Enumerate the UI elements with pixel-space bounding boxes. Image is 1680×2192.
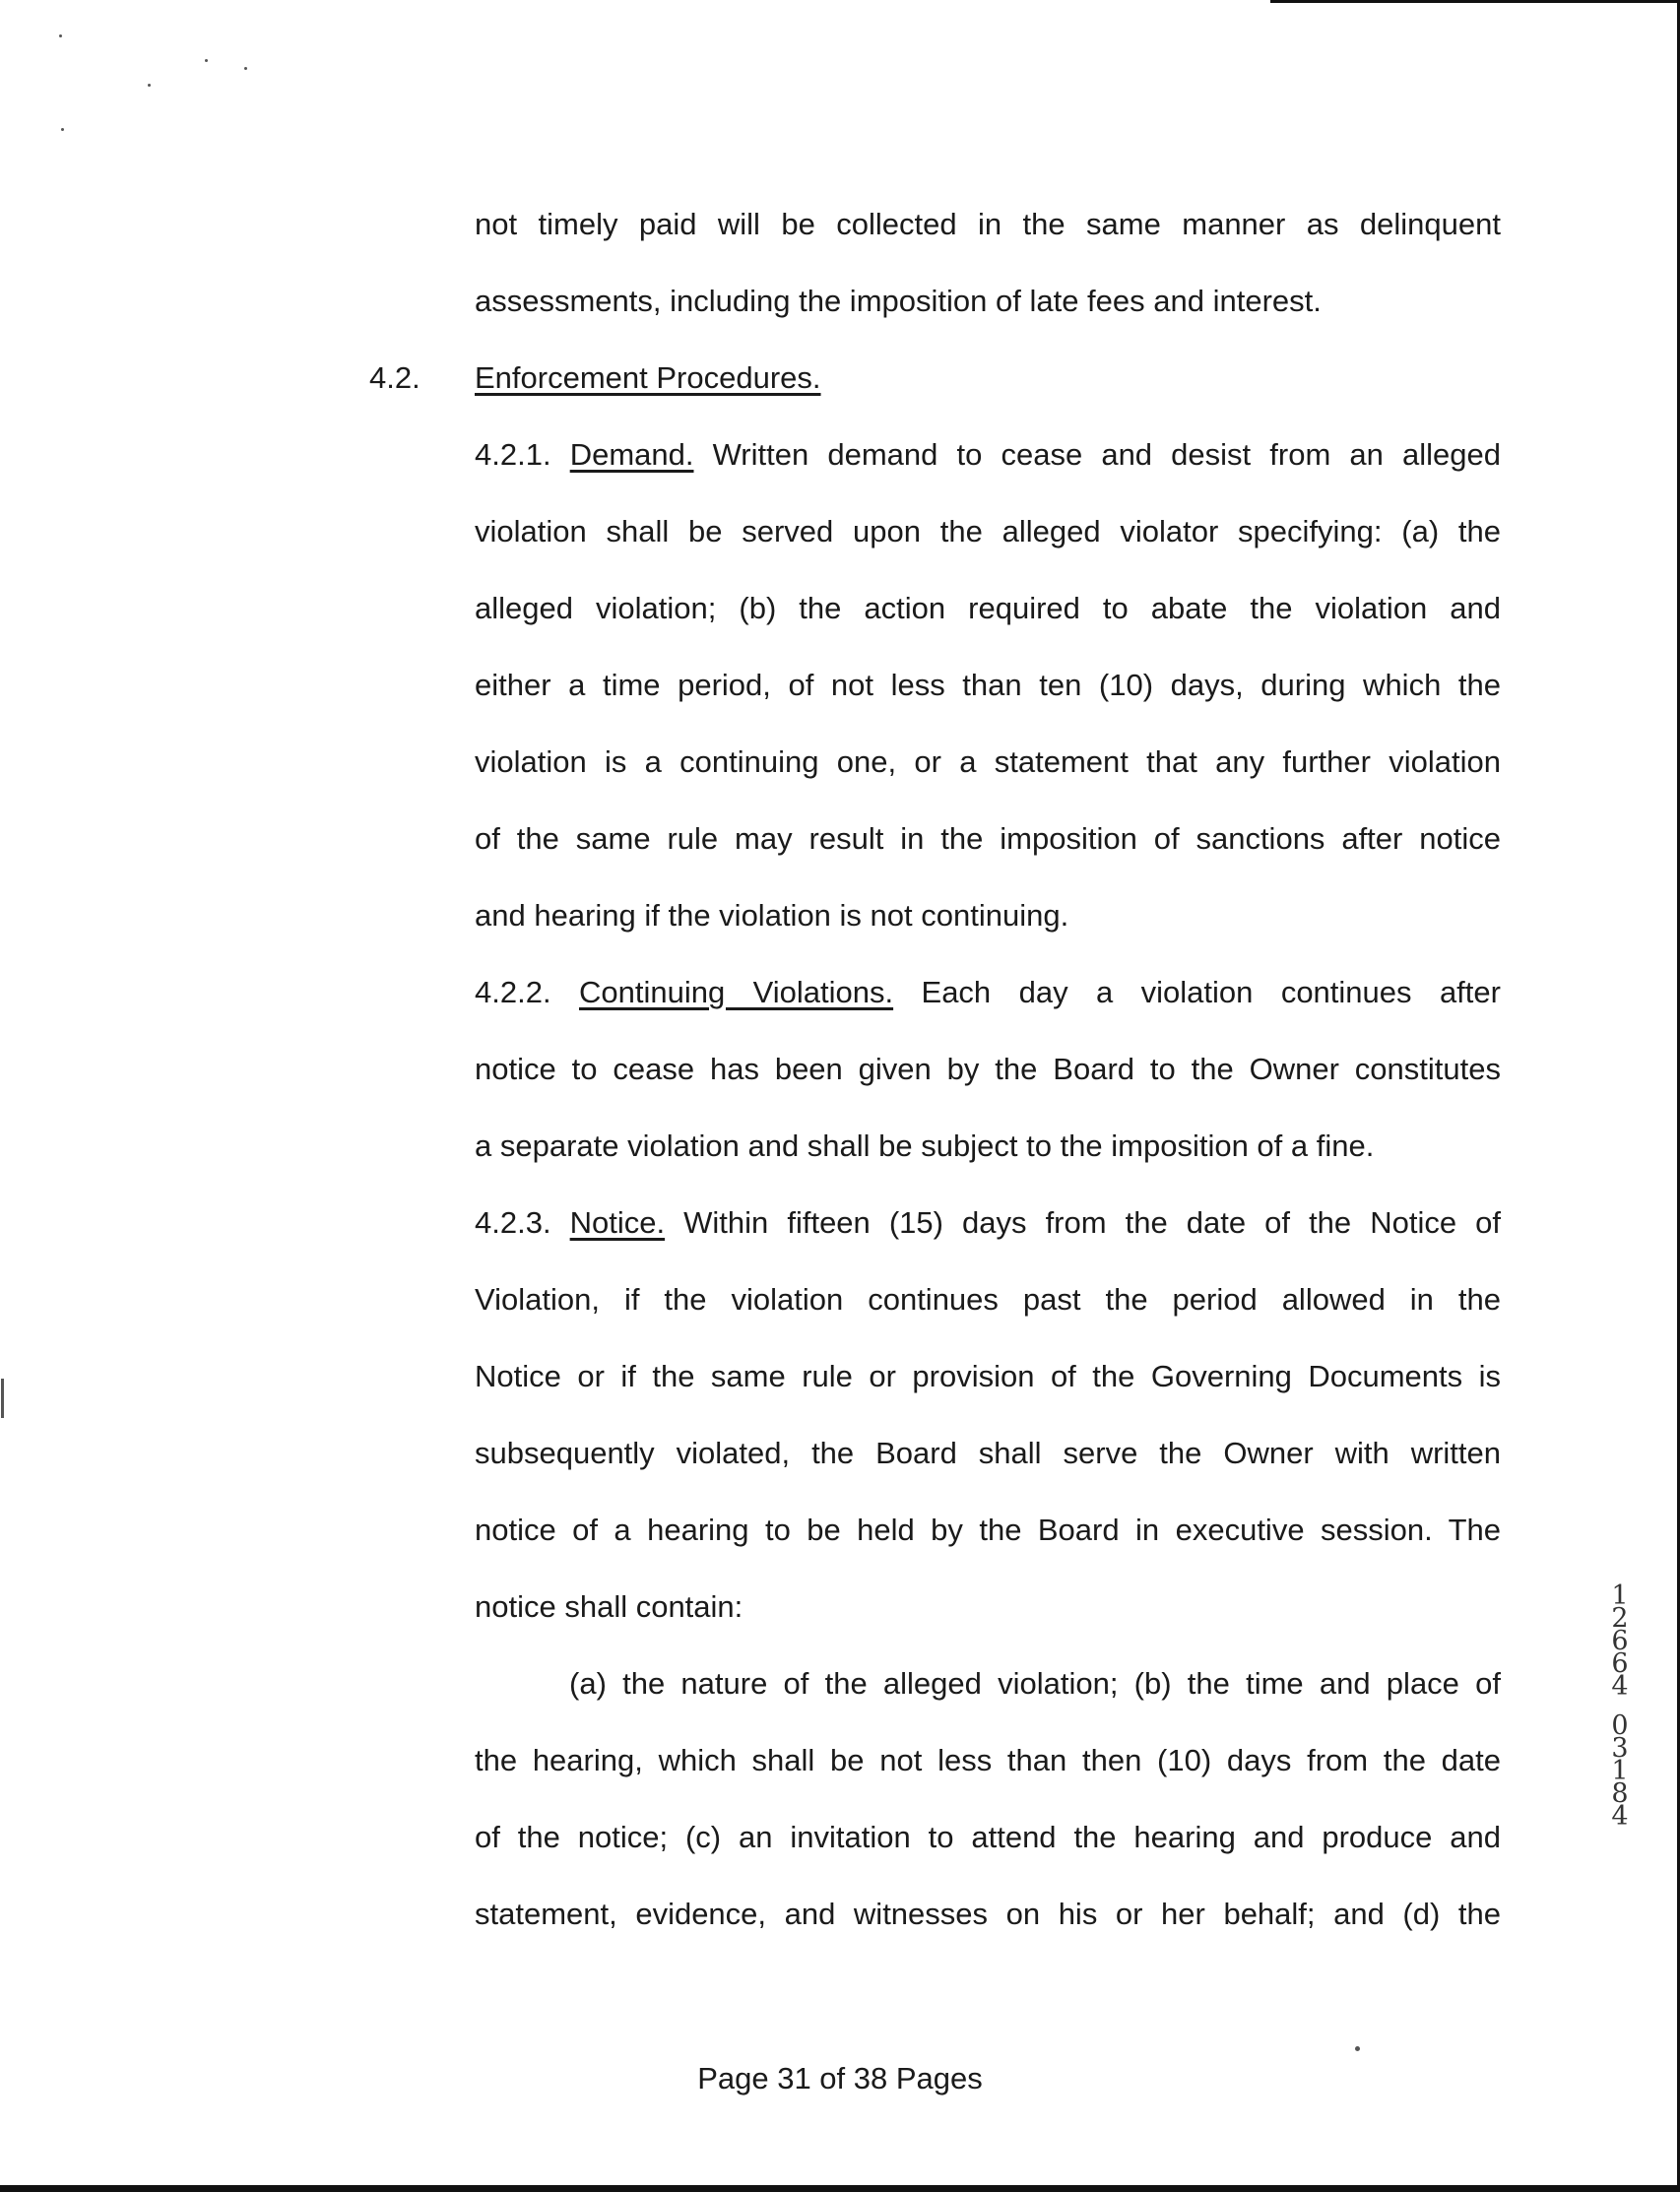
stamp-digit: 1 bbox=[1611, 1756, 1629, 1786]
subsection-line bbox=[475, 954, 1501, 1031]
scan-speck bbox=[59, 34, 62, 37]
section-heading bbox=[475, 340, 1501, 417]
text-line: assessments, including the imposition of late fees and interest. bbox=[475, 284, 1322, 318]
subsection-heading: Notice. bbox=[569, 1205, 666, 1240]
subsection-number: 4.2.3. bbox=[475, 1205, 570, 1240]
recording-number-stamp bbox=[1605, 1580, 1635, 1832]
text-line: violation is a continuing one, or a statement that any further violation bbox=[475, 744, 1501, 779]
subsection-text: Within fifteen (15) days from the date of the Notice of bbox=[665, 1205, 1501, 1240]
scan-speck bbox=[1, 1379, 4, 1418]
text-line: and hearing if the violation is not continuing. bbox=[475, 898, 1069, 933]
stamp-digit: 0 bbox=[1611, 1710, 1629, 1741]
text-line: of the same rule may result in the imposition of sanctions after notice bbox=[475, 821, 1501, 856]
text-line: subsequently violated, the Board shall serve the Owner with written bbox=[475, 1436, 1501, 1470]
stamp-digit: 4 bbox=[1611, 1801, 1629, 1832]
text-line: notice shall contain: bbox=[475, 1589, 743, 1624]
section-heading-text: Enforcement Procedures. bbox=[475, 360, 821, 395]
text-line: Violation, if the violation continues past the period allowed in the bbox=[475, 1282, 1501, 1317]
subsection-text: Written demand to cease and desist from an alleged bbox=[693, 437, 1501, 472]
stamp-digit: 6 bbox=[1611, 1648, 1629, 1679]
subsection-heading: Demand. bbox=[569, 437, 694, 472]
text-line: of the notice; (c) an invitation to attend the hearing and produce and bbox=[475, 1820, 1501, 1854]
subsection-number: 4.2.1. bbox=[475, 437, 570, 472]
page-number-footer: Page 31 of 38 Pages bbox=[697, 2061, 983, 2095]
text-line: alleged violation; (b) the action required to abate the violation and bbox=[475, 591, 1501, 625]
text-line: not timely paid will be collected in the same manner as delinquent bbox=[475, 207, 1501, 241]
text-line: the hearing, which shall be not less than then (10) days from the date bbox=[475, 1743, 1501, 1777]
subsection-number: 4.2.2. bbox=[475, 975, 579, 1009]
text-line: a separate violation and shall be subject to the imposition of a fine. bbox=[475, 1128, 1375, 1163]
stamp-digit: 8 bbox=[1611, 1778, 1629, 1809]
text-line: notice of a hearing to be held by the Board in executive session. The bbox=[475, 1513, 1501, 1547]
stamp-digit: 1 bbox=[1611, 1580, 1629, 1611]
scan-speck bbox=[148, 84, 151, 87]
scan-speck bbox=[205, 59, 208, 62]
subsection-line bbox=[475, 1185, 1501, 1261]
stamp-digit: 2 bbox=[1611, 1603, 1629, 1634]
scan-speck bbox=[61, 128, 64, 131]
text-line: notice to cease has been given by the Board to the Owner constitutes bbox=[475, 1052, 1501, 1086]
text-line: violation shall be served upon the alleged violator specifying: (a) the bbox=[475, 514, 1501, 548]
scan-border-bottom bbox=[0, 2185, 1680, 2192]
text-line: statement, evidence, and witnesses on his or her behalf; and (d) the bbox=[475, 1897, 1501, 1931]
stamp-digit: 4 bbox=[1611, 1671, 1629, 1702]
stamp-digit: 3 bbox=[1611, 1733, 1629, 1764]
subsection-line bbox=[475, 417, 1501, 493]
text-line: Notice or if the same rule or provision of the Governing Documents is bbox=[475, 1359, 1501, 1393]
section-number: 4.2. bbox=[369, 360, 420, 395]
stamp-digit: 6 bbox=[1611, 1626, 1629, 1656]
text-line-indented: (a) the nature of the alleged violation; (b) the time and place of bbox=[569, 1666, 1501, 1701]
text-line: either a time period, of not less than ten (10) days, during which the bbox=[475, 668, 1501, 702]
scan-speck bbox=[244, 67, 247, 70]
subsection-heading: Continuing Violations. bbox=[578, 975, 894, 1009]
subsection-text: Each day a violation continues after bbox=[893, 975, 1501, 1009]
scan-border-top bbox=[1270, 0, 1680, 3]
